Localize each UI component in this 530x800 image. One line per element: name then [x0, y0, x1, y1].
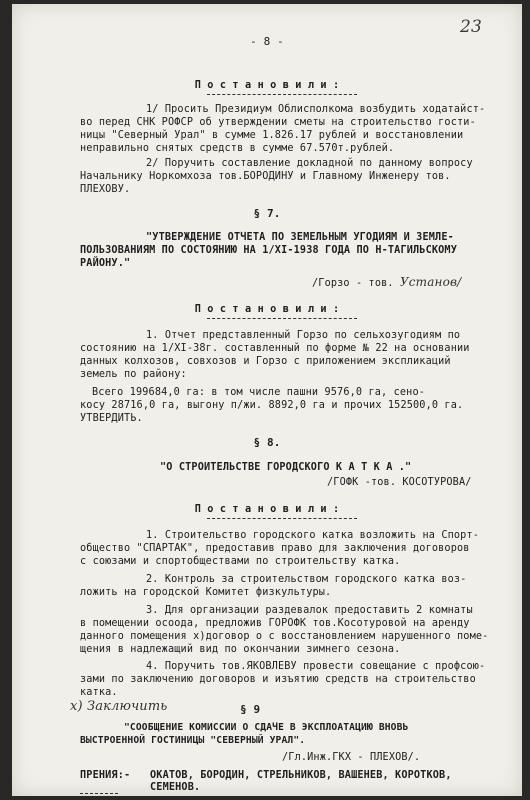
paragraph-line: 1. Отчет представленный Горзо по сельхозугодиям по — [146, 330, 461, 341]
page-number: - 8 - — [250, 35, 284, 48]
paragraph-line: данного помещения х)договор о с восстановлением нарушенного поме- — [80, 631, 489, 642]
paragraph-line: косу 28716,0 га, выгону п/жи. 8892,0 га и прочих 152500,0 га. — [80, 400, 464, 411]
document-page — [12, 4, 522, 796]
paragraph-line: ложить на городской Комитет физкультуры. — [80, 587, 332, 598]
paragraph-line: Всего 199684,0 га: в том числе пашни 9576,0 га, сено- — [92, 387, 426, 398]
section-7-title-line: ПОЛЬЗОВАНИЯМ ПО СОСТОЯНИЮ НА 1/XI-1938 ГОДА ПО Н-ТАГИЛЬСКОМУ — [80, 245, 458, 256]
paragraph-line: 2. Контроль за строительством городского катка воз- — [146, 574, 467, 585]
debate-underline — [80, 793, 118, 794]
section-7-number: § 7. — [253, 207, 281, 220]
section-8-title: "О СТРОИТЕЛЬСТВЕ ГОРОДСКОГО К А Т К А ." — [160, 462, 412, 473]
section-8-number: § 8. — [253, 436, 281, 449]
paragraph-line: 2/ Поручить составление докладной по данному вопросу — [146, 158, 473, 169]
paragraph-line: состоянию на 1/XI-38г. составленный по форме № 22 на основании — [80, 343, 470, 354]
archive-number: 23 — [460, 17, 482, 37]
paragraph-line: с союзами и спортобществами по строительству катка. — [80, 556, 401, 567]
debate-label: ПРЕНИЯ:- — [80, 770, 131, 781]
paragraph-line: зами по заключению договоров и изъятию средств на строительство — [80, 674, 476, 685]
paragraph-line: катка. — [80, 687, 118, 698]
paragraph-line: ПЛЕХОВУ. — [80, 184, 131, 195]
handwritten-note: х) Заключить — [70, 699, 168, 714]
paragraph-line: данных колхозов, совхозов и Горзо с приложением экспликаций — [80, 356, 451, 367]
resolved-heading-2: П о с т а н о в и л и : — [194, 304, 340, 315]
section-9-title-line: "СООБЩЕНИЕ КОМИССИИ О СДАЧЕ В ЭКСПЛОАТАЦИЮ ВНОВЬ — [124, 722, 409, 733]
section-9-number: § 9 — [240, 703, 261, 716]
paragraph-line: щения в надлежащий вид по окончании зимнего сезона. — [80, 644, 401, 655]
paragraph-line: УТВЕРДИТЬ. — [80, 413, 143, 424]
paragraph-line: 1. Строительство городского катка возложить на Спорт- — [146, 530, 480, 541]
paragraph-line: в помещении осоода, предложив ГОРОФК тов.Косотуровой на аренду — [80, 618, 470, 629]
debate-names-line: ОКАТОВ, БОРОДИН, СТРЕЛЬНИКОВ, ВАШЕНЕВ, КОРОТКОВ, — [150, 770, 452, 781]
speaker-name: Установ/ — [399, 275, 462, 289]
section-7-speaker — [312, 276, 461, 290]
paragraph-line: 3. Для организации раздевалок предоставить 2 комнаты — [146, 605, 473, 616]
section-7-title-line: РАЙОНУ." — [80, 258, 131, 269]
section-9-title-line: ВЫСТРОЕННОЙ ГОСТИНИЦЫ "СЕВЕРНЫЙ УРАЛ". — [80, 735, 306, 746]
paragraph-line: Начальнику Норкомхоза тов.БОРОДИНУ и Главному Инженеру тов. — [80, 171, 451, 182]
paragraph-line: 1/ Просить Президиум Облисполкома возбудить ходатайст- — [146, 104, 486, 115]
resolved-heading-3: П о с т а н о в и л и : — [194, 504, 340, 515]
resolved-heading-1: П о с т а н о в и л и : — [194, 80, 340, 91]
paragraph-line: земель по району: — [80, 369, 187, 380]
speaker-label: /Горзо - тов. — [312, 278, 394, 289]
paragraph-line: неправильно снятых средств в сумме 67.570т.рублей. — [80, 143, 395, 154]
paragraph-line: ницы "Северный Урал" в сумме 1.826.17 рублей и восстановлении — [80, 130, 464, 141]
heading-underline — [207, 318, 357, 319]
section-9-speaker: /Гл.Инж.ГКХ - ПЛЕХОВ/. — [282, 752, 421, 763]
heading-underline — [207, 94, 357, 95]
paragraph-line: общество "СПАРТАК", предоставив право для заключения договоров — [80, 543, 470, 554]
paragraph-line: во перед СНК РОФСР об утверждении сметы на строительство гости- — [80, 117, 476, 128]
section-7-title-line: "УТВЕРЖДЕНИЕ ОТЧЕТА ПО ЗЕМЕЛЬНЫМ УГОДИЯМ И ЗЕМЛЕ- — [146, 232, 454, 243]
section-8-speaker: /ГОФК -тов. КОСОТУРОВА/ — [327, 477, 472, 488]
debate-names-line: СЕМЕНОВ. — [150, 782, 201, 793]
paragraph-line: 4. Поручить тов.ЯКОВЛЕВУ провести совещание с профсою- — [146, 661, 486, 672]
heading-underline — [207, 518, 357, 519]
